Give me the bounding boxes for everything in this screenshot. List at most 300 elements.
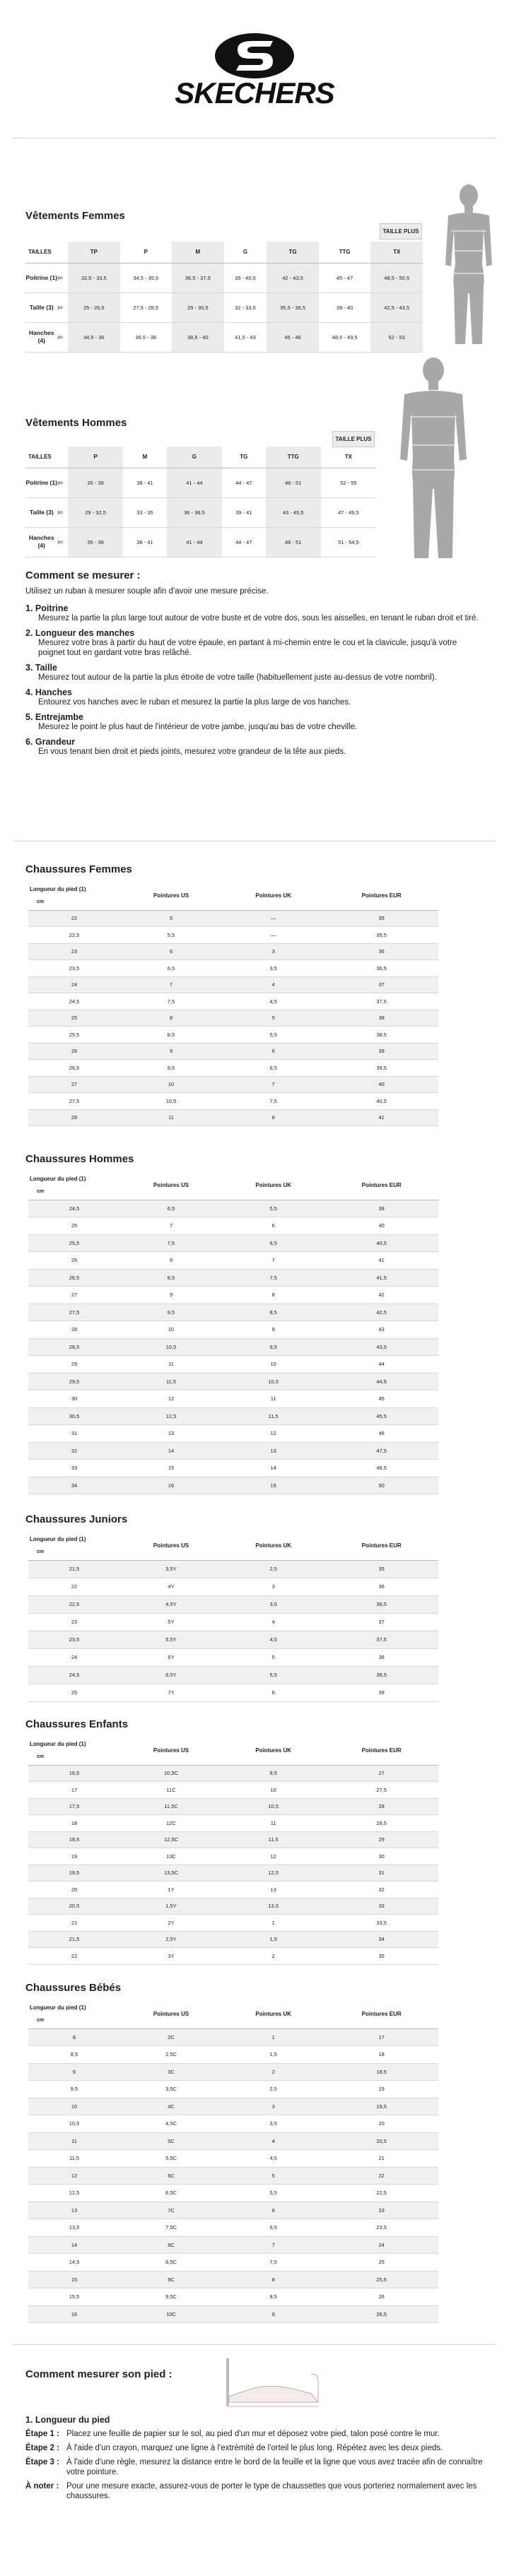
table-cell: 4,5 [222, 1631, 324, 1648]
foot-length-label: Longueur du pied (1) [30, 1175, 86, 1182]
table-cell: 14,5 [28, 2254, 120, 2271]
row-label: Poitrine (1) [25, 263, 58, 293]
foot-step [25, 2457, 492, 2477]
divider [13, 2344, 496, 2345]
measurement-cell: 52 - 53 [370, 322, 423, 352]
table-cell: 11 [120, 1356, 222, 1373]
measurement-cell: 38 - 41 [123, 468, 167, 497]
table-cell: 12C [120, 1815, 222, 1832]
table-cell: 35 [324, 910, 438, 927]
table-row [28, 943, 438, 960]
table-cell: 25 [28, 1010, 120, 1027]
table-row [28, 1915, 438, 1932]
table-cell: 4,5C [120, 2115, 222, 2133]
table-cell: 12 [222, 1425, 324, 1443]
table-cell: 26,5 [324, 2305, 438, 2323]
table-cell: 9 [222, 1321, 324, 1339]
size-col-tp: TP [68, 242, 120, 263]
table-cell: — [222, 927, 324, 944]
table-cell: 13,5 [222, 1898, 324, 1915]
table-row [28, 1848, 438, 1865]
table-cell: 15 [28, 2271, 120, 2288]
table-cell: 40,5 [324, 1234, 438, 1252]
table-row [28, 1578, 438, 1595]
foot-step [25, 2429, 492, 2439]
measurement-cell: 42,5 - 43,5 [370, 293, 423, 322]
table-cell: 41 [324, 1252, 438, 1270]
table-cell: 26 [324, 2288, 438, 2306]
junior-shoes-table [28, 1532, 438, 1702]
table-cell: 7,5C [120, 2219, 222, 2237]
table-cell: 25 [28, 1684, 120, 1701]
table-row [28, 2271, 438, 2288]
table-cell: 27,5 [28, 1304, 120, 1321]
measurement-cell: 36 - 38,5 [167, 497, 222, 527]
table-cell: 6,5 [120, 1200, 222, 1217]
table-cell: 27 [28, 1287, 120, 1304]
table-row [28, 1460, 438, 1477]
row-label: Poitrine (1) [25, 468, 58, 497]
us-size-header: Pointures US [120, 1737, 222, 1765]
table-cell: 5,5 [222, 1666, 324, 1684]
table-cell: 25,5 [28, 1027, 120, 1044]
table-cell: 11 [120, 1109, 222, 1126]
table-row [28, 1831, 438, 1848]
table-cell: 29 [324, 1831, 438, 1848]
table-cell: 3,5 [222, 2115, 324, 2133]
table-cell: 17 [28, 1782, 120, 1799]
table-cell: 8 [28, 2028, 120, 2046]
women-body-figure [430, 180, 508, 353]
women-shoes-title: Chaussures Femmes [25, 863, 132, 875]
table-cell: 8,5C [120, 2254, 222, 2271]
table-cell: 27 [324, 1765, 438, 1782]
how-to-measure-title: Comment se mesurer : [25, 569, 141, 581]
size-col-tx: TX [370, 242, 423, 263]
table-cell: 38,5 [324, 1666, 438, 1684]
table-cell: 1,5Y [120, 1898, 222, 1915]
table-cell: 25 [28, 1217, 120, 1235]
table-cell: 2,5 [222, 1560, 324, 1578]
table-cell: 34 [324, 1931, 438, 1948]
table-cell: 25,5 [324, 2271, 438, 2288]
table-cell: 13 [222, 1881, 324, 1898]
measure-item [25, 663, 485, 683]
table-row [28, 1765, 438, 1782]
table-cell: — [222, 910, 324, 927]
measurement-cell: 27,5 - 28,5 [120, 293, 172, 322]
table-cell: 29 [28, 1356, 120, 1373]
foot-length-header [28, 1737, 120, 1765]
table-cell: 30 [28, 1390, 120, 1408]
table-cell: 13,5 [28, 2219, 120, 2237]
table-cell: 2 [222, 1948, 324, 1965]
table-cell: 11 [28, 2132, 120, 2150]
table-cell: 37,5 [324, 1631, 438, 1648]
table-cell: 26 [28, 1043, 120, 1060]
table-cell: 3 [222, 943, 324, 960]
table-cell: 5C [120, 2132, 222, 2150]
table-cell: 12 [222, 1848, 324, 1865]
table-row [28, 2028, 438, 2046]
table-cell: 19 [324, 2081, 438, 2098]
measurement-row [25, 263, 423, 293]
cm-label: cm [37, 899, 45, 904]
table-cell: 6C [120, 2167, 222, 2185]
table-cell: 9,5 [120, 1060, 222, 1077]
table-cell: 2,5 [222, 2081, 324, 2098]
table-cell: 4,5 [222, 2150, 324, 2168]
unit-label: po [58, 468, 68, 497]
table-cell: 21,5 [28, 1931, 120, 1948]
table-cell: 42 [324, 1287, 438, 1304]
table-cell: 13 [222, 1442, 324, 1460]
table-row [28, 1027, 438, 1044]
measurement-cell: 36,5 - 37,5 [172, 263, 224, 293]
size-col-tx: TX [321, 447, 376, 468]
table-cell: 24 [28, 1648, 120, 1666]
measurement-row [25, 527, 376, 557]
measurement-cell: 41,5 - 43 [224, 322, 267, 352]
table-cell: 13 [28, 2202, 120, 2219]
eur-size-header: Pointures EUR [324, 2000, 438, 2028]
measurement-cell: 32 - 33,5 [224, 293, 267, 322]
kids-shoes-table [28, 1737, 438, 1965]
table-cell: 33 [28, 1460, 120, 1477]
table-cell: 2,5C [120, 2046, 222, 2064]
table-cell: 20,5 [324, 2132, 438, 2150]
table-cell: 23 [28, 943, 120, 960]
table-cell: 33,5 [324, 1915, 438, 1932]
table-cell: 9 [120, 1043, 222, 1060]
size-col-p: P [68, 447, 123, 468]
table-row [28, 976, 438, 993]
table-row [28, 2098, 438, 2115]
table-cell: 37,5 [324, 993, 438, 1010]
measurement-cell: 44 - 47 [222, 468, 266, 497]
table-cell: 8,5 [120, 1027, 222, 1044]
table-row [28, 2132, 438, 2150]
table-cell: 45 [324, 1390, 438, 1408]
measurement-cell: 51 - 54,5 [321, 527, 376, 557]
table-cell: 7,5 [222, 1269, 324, 1287]
us-size-header: Pointures US [120, 882, 222, 910]
cm-label: cm [37, 1188, 45, 1194]
table-cell: 46 [324, 1425, 438, 1443]
table-row [28, 1881, 438, 1898]
measure-item-text: Mesurez la partie la plus large tout autour de votre buste et de votre dos, sous les aisselles, en tenant le ruban droit et tiré. [38, 614, 479, 622]
table-row [28, 1287, 438, 1304]
table-cell: 12 [120, 1390, 222, 1408]
foot-step-text: À l'aide d'un crayon, marquez une ligne à l'extrémité de l'orteil le plus long. Répétez avec les deux pieds. [66, 2444, 443, 2452]
table-cell: 10,5 [120, 1338, 222, 1356]
unit-label: po [58, 497, 68, 527]
table-row [28, 1010, 438, 1027]
table-cell: 4,5 [222, 993, 324, 1010]
table-cell: 6,5 [120, 960, 222, 977]
measurement-row [25, 497, 376, 527]
measurement-cell: 36,5 - 38 [120, 322, 172, 352]
foot-step-text: Pour une mesure exacte, assurez-vous de porter le type de chaussettes que vous porteriez normalement avec les chaussures. [66, 2482, 477, 2500]
uk-size-header: Pointures UK [222, 1737, 324, 1765]
baby-shoes-title: Chaussures Bébés [25, 1982, 122, 1994]
measurement-cell: 45 - 46 [267, 322, 319, 352]
table-cell: 23,5 [28, 960, 120, 977]
foot-length-header [28, 1171, 120, 1200]
table-row [28, 2254, 438, 2271]
table-cell: 5 [222, 1648, 324, 1666]
table-cell: 14 [120, 1442, 222, 1460]
table-row [28, 1595, 438, 1613]
table-cell: 11,5 [28, 2150, 120, 2168]
table-cell: 9 [222, 2305, 324, 2323]
table-cell: 31 [324, 1865, 438, 1881]
table-cell: 7 [120, 1217, 222, 1235]
table-cell: 11,5 [222, 1407, 324, 1425]
table-cell: 5Y [120, 1613, 222, 1631]
measurement-cell: 48,5 - 50,5 [370, 263, 423, 293]
men-clothing-table [25, 447, 376, 557]
table-row [28, 1898, 438, 1915]
table-row [28, 1407, 438, 1425]
measurement-cell: 34,5 - 36 [68, 322, 120, 352]
table-cell: 43,5 [324, 1338, 438, 1356]
table-row [28, 1060, 438, 1077]
us-size-header: Pointures US [120, 2000, 222, 2028]
table-cell: 23 [324, 2202, 438, 2219]
table-cell: 7C [120, 2202, 222, 2219]
men-shoes-table [28, 1171, 438, 1494]
table-cell: 36,5 [324, 960, 438, 977]
table-row [28, 1217, 438, 1235]
table-cell: 10 [222, 1782, 324, 1799]
foot-step [25, 2443, 492, 2453]
table-cell: 9C [120, 2271, 222, 2288]
measurement-cell: 43 - 45,5 [266, 497, 321, 527]
us-size-header: Pointures US [120, 1532, 222, 1560]
measure-item-title: 2. Longueur des manches [25, 628, 135, 638]
table-cell: 41 [324, 1109, 438, 1126]
foot-length-label: Longueur du pied (1) [30, 885, 86, 892]
measure-item-title: 4. Hanches [25, 687, 73, 697]
measurement-row [25, 293, 423, 322]
measure-item [25, 628, 485, 658]
table-cell: 27,5 [324, 1782, 438, 1799]
table-cell: 4 [222, 2132, 324, 2150]
measurement-cell: 52 - 55 [321, 468, 376, 497]
men-shoes-title: Chaussures Hommes [25, 1153, 134, 1165]
how-to-measure-intro: Utilisez un ruban à mesurer souple afin d'avoir une mesure précise. [25, 587, 269, 596]
table-cell: 27 [28, 1076, 120, 1093]
table-cell: 18 [324, 2046, 438, 2064]
table-cell: 44,5 [324, 1373, 438, 1390]
table-cell: 4,5Y [120, 1595, 222, 1613]
table-cell: 29,5 [28, 1373, 120, 1390]
table-cell: 4Y [120, 1578, 222, 1595]
table-cell: 11,5C [120, 1798, 222, 1815]
size-col-tg: TG [267, 242, 319, 263]
kids-shoes-title: Chaussures Enfants [25, 1718, 129, 1730]
table-cell: 38 [324, 1010, 438, 1027]
women-clothing-title: Vêtements Femmes [25, 210, 125, 222]
table-cell: 16 [120, 1477, 222, 1494]
men-clothing-title: Vêtements Hommes [25, 417, 127, 429]
size-col-m: M [172, 242, 224, 263]
measurement-cell: 38 - 41 [123, 527, 167, 557]
table-cell: 3,5 [222, 960, 324, 977]
table-cell: 12,5 [120, 1407, 222, 1425]
foot-measure-title: Comment mesurer son pied : [25, 2368, 172, 2380]
table-cell: 9,5 [28, 2081, 120, 2098]
measurement-cell: 47 - 49,5 [321, 497, 376, 527]
foot-step [25, 2481, 492, 2501]
measurement-cell: 32,5 - 33,5 [68, 263, 120, 293]
table-cell: 11,5 [222, 1831, 324, 1848]
foot-length-label: Longueur du pied (1) [30, 1740, 86, 1747]
foot-length-header [28, 1532, 120, 1560]
table-cell: 39,5 [324, 1060, 438, 1077]
foot-illustration [212, 2353, 332, 2409]
table-cell: 7 [222, 2236, 324, 2254]
table-cell: 26,5 [28, 1060, 120, 1077]
eur-size-header: Pointures EUR [324, 1737, 438, 1765]
table-cell: 42,5 [324, 1304, 438, 1321]
us-size-header: Pointures US [120, 1171, 222, 1200]
table-cell: 25,5 [28, 1234, 120, 1252]
table-cell: 6,5 [222, 1234, 324, 1252]
table-cell: 6 [222, 1684, 324, 1701]
table-row [28, 1931, 438, 1948]
row-label: Taille (3) [25, 497, 58, 527]
table-cell: 10 [120, 1076, 222, 1093]
measure-item-text: Mesurez votre bras à partir du haut de votre épaule, en partant à mi-chemin entre le cou et la clavicule, jusqu'à votre poignet tout en gardant votre bras relâché. [38, 639, 457, 657]
table-cell: 5,5 [222, 2185, 324, 2202]
table-cell: 26 [28, 1252, 120, 1270]
row-label: Hanches (4) [25, 322, 58, 352]
table-cell: 15 [120, 1460, 222, 1477]
table-cell: 12 [28, 2167, 120, 2185]
table-cell: 6 [222, 2202, 324, 2219]
table-cell: 7 [222, 1252, 324, 1270]
measurement-cell: 29 - 30,5 [172, 293, 224, 322]
table-cell: 6 [222, 1217, 324, 1235]
table-cell: 25 [324, 2254, 438, 2271]
table-cell: 15 [222, 1477, 324, 1494]
table-cell: 10,5C [120, 1765, 222, 1782]
table-cell: 10,5 [222, 1798, 324, 1815]
table-cell: 7,5 [222, 2254, 324, 2271]
table-cell: 11C [120, 1782, 222, 1799]
table-cell: 1,5 [222, 2046, 324, 2064]
table-cell: 20,5 [28, 1898, 120, 1915]
table-row [28, 1200, 438, 1217]
table-cell: 5,5 [222, 1200, 324, 1217]
table-cell: 7 [120, 976, 222, 993]
table-cell: 23,5 [324, 2219, 438, 2237]
table-cell: 13,5C [120, 1865, 222, 1881]
table-row [28, 993, 438, 1010]
table-row [28, 1560, 438, 1578]
eur-size-header: Pointures EUR [324, 1171, 438, 1200]
measure-item [25, 603, 485, 623]
table-cell: 2 [222, 2063, 324, 2081]
table-row [28, 1373, 438, 1390]
table-cell: 41,5 [324, 1269, 438, 1287]
table-row [28, 1252, 438, 1270]
table-cell: 5,5Y [120, 1631, 222, 1648]
table-row [28, 1648, 438, 1666]
table-cell: 9,5 [222, 1338, 324, 1356]
size-col-m: M [123, 447, 167, 468]
table-cell: 36 [324, 943, 438, 960]
row-label: Hanches (4) [25, 527, 58, 557]
table-cell: 18,5 [28, 1831, 120, 1848]
table-cell: 17 [324, 2028, 438, 2046]
table-cell: 33 [324, 1898, 438, 1915]
table-cell: 9,5C [120, 2288, 222, 2306]
table-row [28, 2081, 438, 2098]
table-row [28, 1269, 438, 1287]
table-cell: 4 [222, 976, 324, 993]
table-row [28, 1425, 438, 1443]
measure-item [25, 737, 485, 757]
table-cell: 19,5 [324, 2098, 438, 2115]
table-row [28, 1631, 438, 1648]
measure-items [25, 603, 485, 757]
uk-size-header: Pointures UK [222, 882, 324, 910]
table-cell: 10 [222, 1356, 324, 1373]
table-cell: 3,5 [222, 1595, 324, 1613]
table-row [28, 1234, 438, 1252]
table-cell: 5,5 [222, 1027, 324, 1044]
row-label: Taille (3) [25, 293, 58, 322]
table-row [28, 2063, 438, 2081]
table-cell: 8 [120, 1252, 222, 1270]
table-row [28, 1356, 438, 1373]
brand-wordmark: SKECHERS [175, 76, 334, 109]
table-cell: 6,5 [222, 1060, 324, 1077]
table-cell: 22 [28, 1578, 120, 1595]
table-cell: 18 [28, 1815, 120, 1832]
junior-shoes-title: Chaussures Juniors [25, 1513, 128, 1525]
table-cell: 27,5 [28, 1093, 120, 1110]
table-cell: 8,5 [222, 1304, 324, 1321]
table-row [28, 1109, 438, 1126]
table-cell: 39 [324, 1684, 438, 1701]
measurement-cell: 35,5 - 36,5 [267, 293, 319, 322]
table-cell: 7 [222, 1076, 324, 1093]
foot-length-header [28, 2000, 120, 2028]
table-cell: 39 [324, 1043, 438, 1060]
table-cell: 34 [28, 1477, 120, 1494]
table-cell: 10C [120, 2305, 222, 2323]
women-shoes-table [28, 882, 438, 1126]
foot-step-key: À noter : [25, 2482, 59, 2491]
foot-measure-subtitle: 1. Longueur du pied [25, 2415, 110, 2425]
table-row [28, 927, 438, 944]
table-cell: 9 [28, 2063, 120, 2081]
table-cell: 22,5 [324, 2185, 438, 2202]
table-cell: 23 [28, 1613, 120, 1631]
measurement-cell: 45 - 47 [319, 263, 371, 293]
measurement-cell: 29 - 32,5 [68, 497, 123, 527]
table-cell: 18,5 [324, 2063, 438, 2081]
men-plus-label: TAILLE PLUS [332, 431, 375, 447]
measure-item [25, 687, 485, 707]
table-cell: 24 [324, 2236, 438, 2254]
table-cell: 4C [120, 2098, 222, 2115]
table-row [28, 1684, 438, 1701]
